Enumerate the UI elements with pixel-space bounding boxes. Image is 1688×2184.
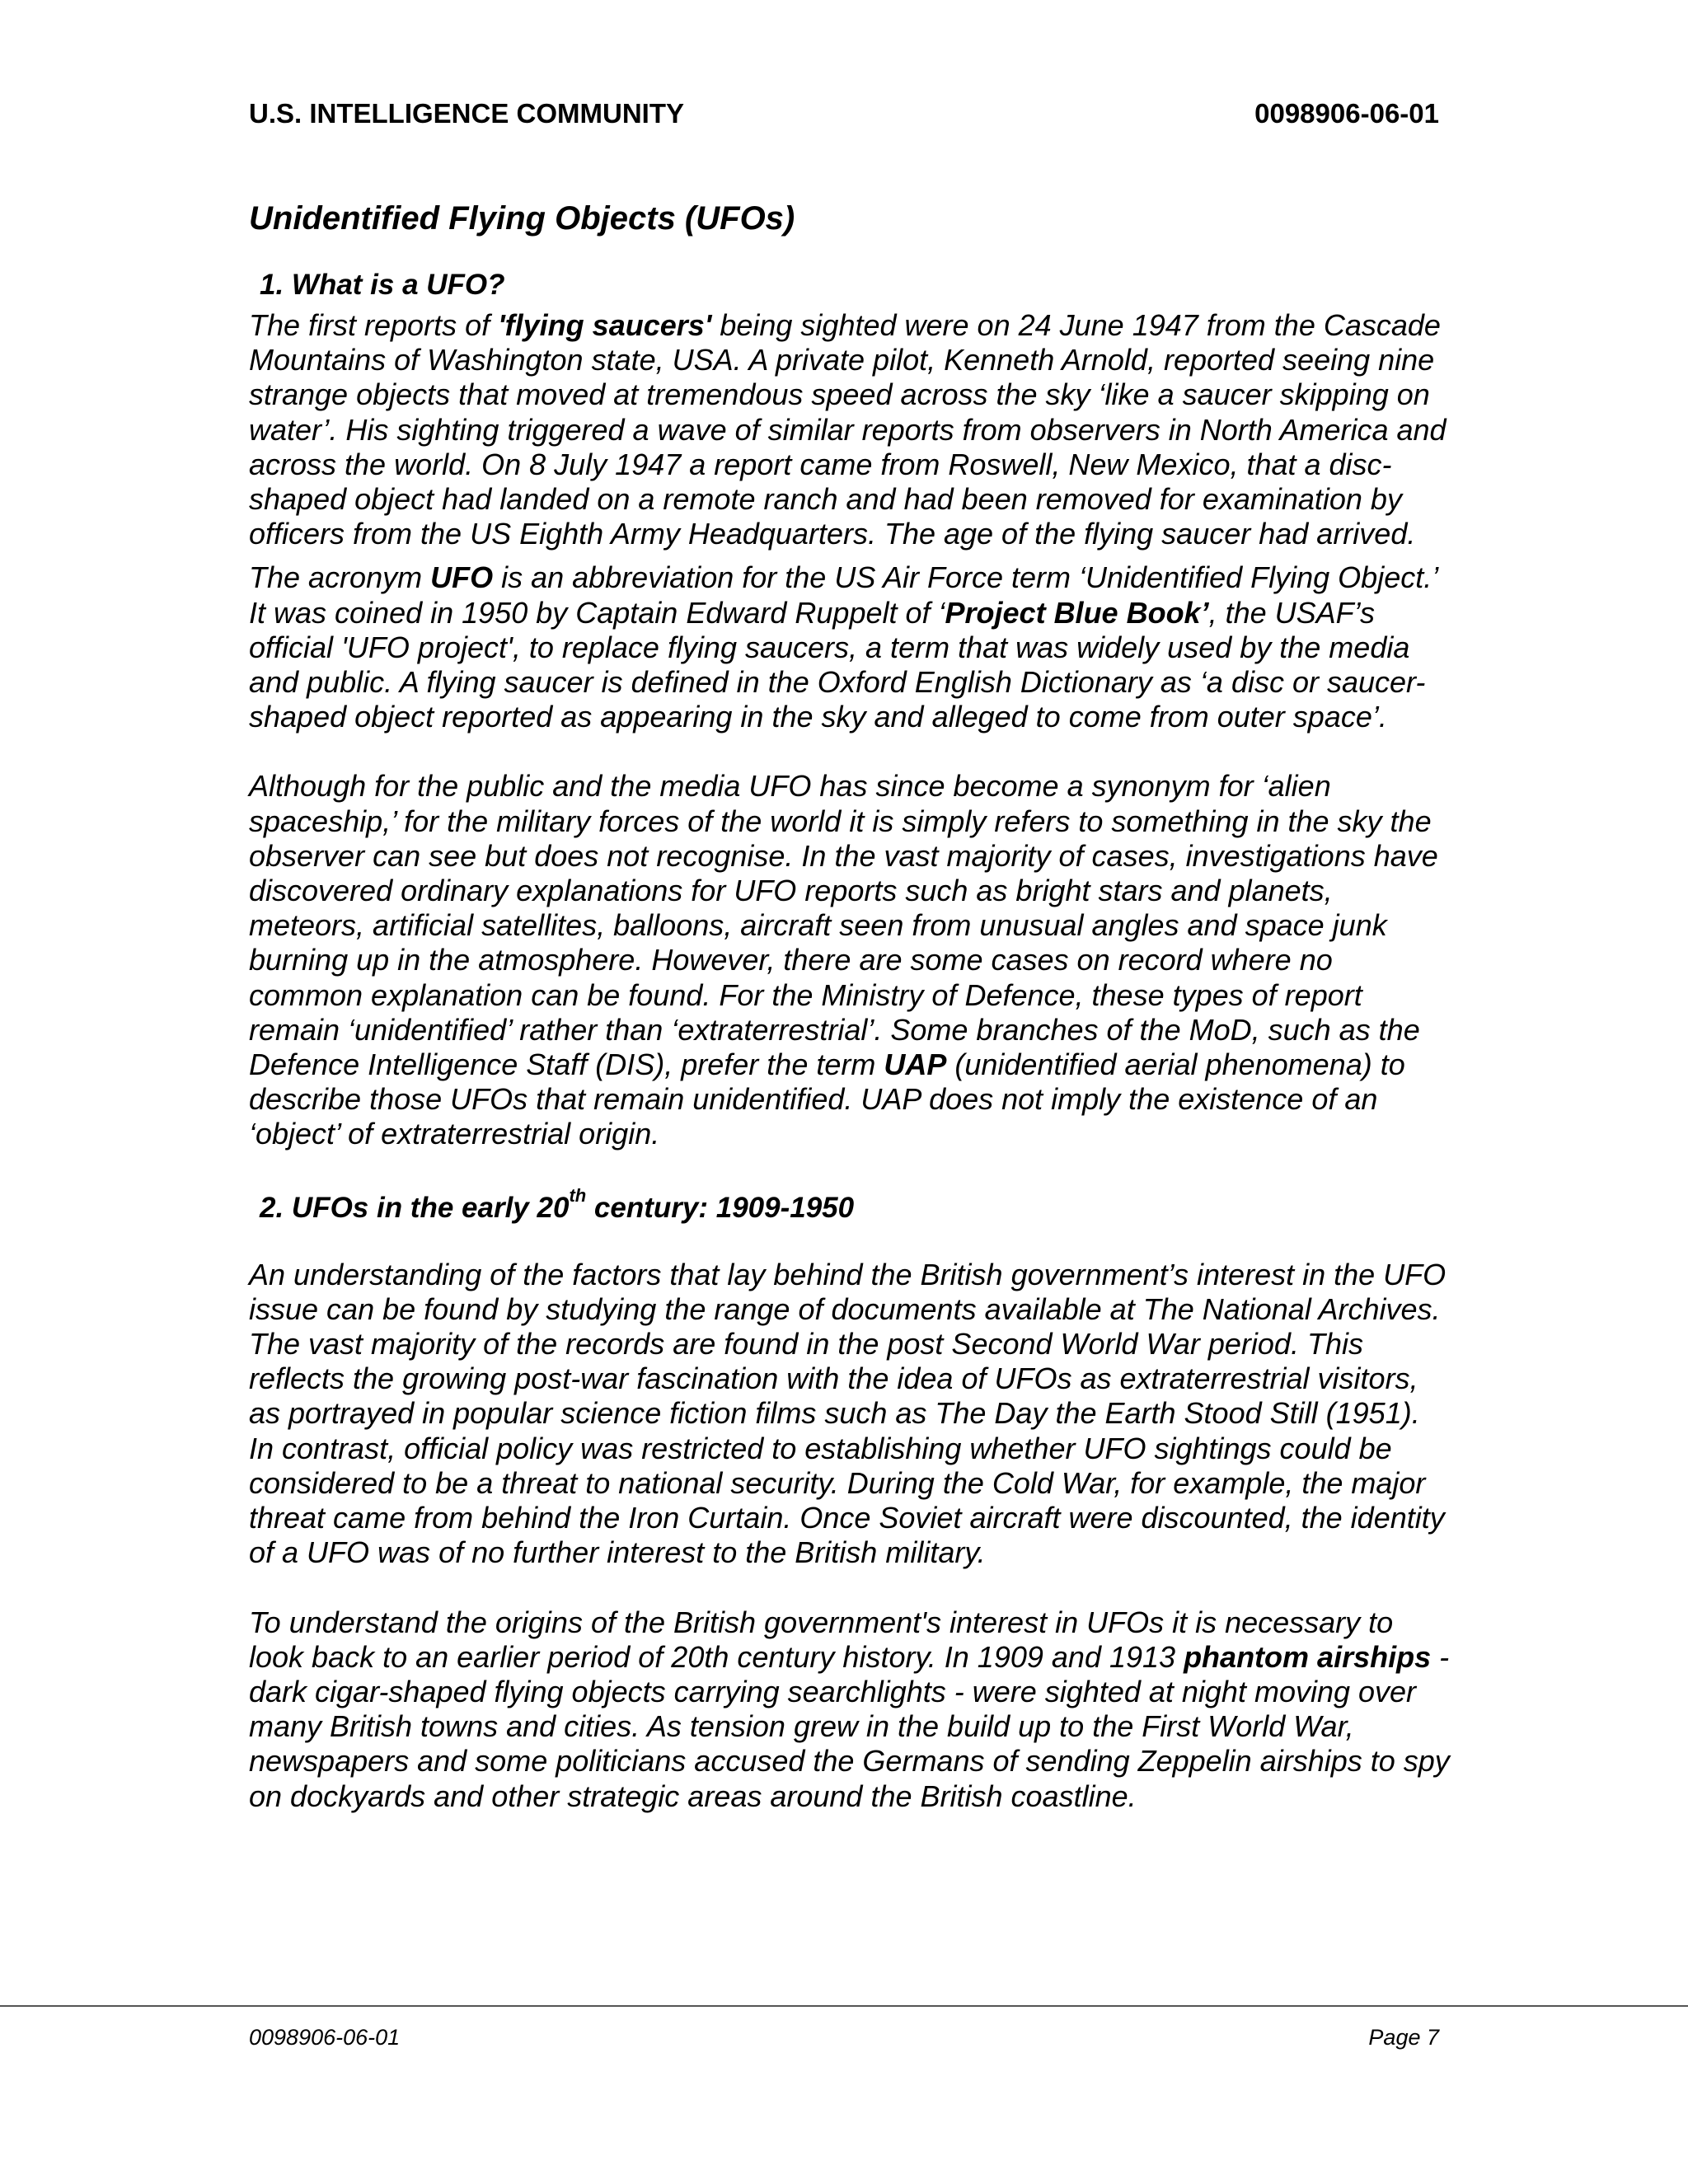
section-1-heading: 1. What is a UFO? xyxy=(260,269,505,301)
term-flying-saucers: 'flying saucers' xyxy=(498,308,712,342)
page-footer xyxy=(249,2024,1439,2050)
term-phantom-airships: phantom airships xyxy=(1184,1639,1432,1674)
header-document-number: 0098906-06-01 xyxy=(1254,98,1439,129)
term-ufo: UFO xyxy=(430,560,494,595)
term-uap: UAP xyxy=(884,1047,947,1082)
page-title: Unidentified Flying Objects (UFOs) xyxy=(249,200,795,237)
term-project-blue-book: Project Blue Book’ xyxy=(945,595,1209,630)
section-2-heading: 2. UFOs in the early 20th century: 1909-1950 xyxy=(260,1185,855,1224)
section-1-paragraph-2: The acronym UFO is an abbreviation for the US Air Force term ‘Unidentified Flying Object.’ It was coined in 1950 by Captain Edward Ruppelt of ‘Project Blue Book’, the USAF’s official 'UFO project', to replace flying saucers, a term that was widely used by the media and public. A flying saucer is defined in the Oxford English Dictionary as ‘a disc or saucer-shaped object reported as appearing in the sky and alleged to come from outer space’. xyxy=(249,560,1437,734)
footer-divider xyxy=(0,2005,1688,2007)
section-1-paragraph-1: The first reports of 'flying saucers' being sighted were on 24 June 1947 from the Cascade Mountains of Washington state, USA. A private pilot, Kenneth Arnold, reported seeing nine strange objects that moved at tremendous speed across the sky ‘like a saucer skipping on water’. His sighting triggered a wave of similar reports from observers in North America and across the world. On 8 July 1947 a report came from Roswell, New Mexico, that a disc-shaped object had landed on a remote ranch and had been removed for examination by officers from the US Eighth Army Headquarters. The age of the flying saucer had arrived. xyxy=(249,308,1447,551)
section-1-paragraph-3: Although for the public and the media UFO has since become a synonym for ‘alien spaceship,’ for the military forces of the world it is simply refers to something in the sky the observer can see but does not recognise. In the vast majority of cases, investigations have discovered ordinary explanations for UFO reports such as bright stars and planets, meteors, artificial satellites, balloons, aircraft seen from unusual angles and space junk burning up in the atmosphere. However, there are some cases on record where no common explanation can be found. For the Ministry of Defence, these types of report remain ‘unidentified’ rather than ‘extraterrestrial’. Some branches of the MoD, such as the Defence Intelligence Staff (DIS), prefer the term UAP (unidentified aerial phenomena) to describe those UFOs that remain unidentified. UAP does not imply the existence of an ‘object’ of extraterrestrial origin. xyxy=(249,769,1438,1151)
page-content xyxy=(249,195,1452,1814)
section-2-paragraph-2: To understand the origins of the British government's interest in UFOs it is necessary to look back to an earlier period of 20th century history. In 1909 and 1913 phantom airships - dark cigar-shaped flying objects carrying searchlights - were sighted at night moving over many British towns and cities. As tension grew in the build up to the First World War, newspapers and some politicians accused the Germans of sending Zeppelin airships to spy on dockyards and other strategic areas around the British coastline. xyxy=(249,1605,1450,1813)
section-2-paragraph-1: An understanding of the factors that lay behind the British government’s interest in the UFO issue can be found by studying the range of documents available at The National Archives. The vast majority of the records are found in the post Second World War period. This reflects the growing post-war fascination with the idea of UFOs as extraterrestrial visitors, as portrayed in popular science fiction films such as The Day the Earth Stood Still (1951). In contrast, official policy was restricted to establishing whether UFO sightings could be considered to be a threat to national security. During the Cold War, for example, the major threat came from behind the Iron Curtain. Once Soviet aircraft were discounted, the identity of a UFO was of no further interest to the British military. xyxy=(249,1257,1447,1570)
page-header xyxy=(249,97,1439,130)
footer-document-number: 0098906-06-01 xyxy=(249,2025,401,2050)
footer-page-number: Page 7 xyxy=(1368,2025,1439,2050)
header-organization: U.S. INTELLIGENCE COMMUNITY xyxy=(249,98,684,129)
